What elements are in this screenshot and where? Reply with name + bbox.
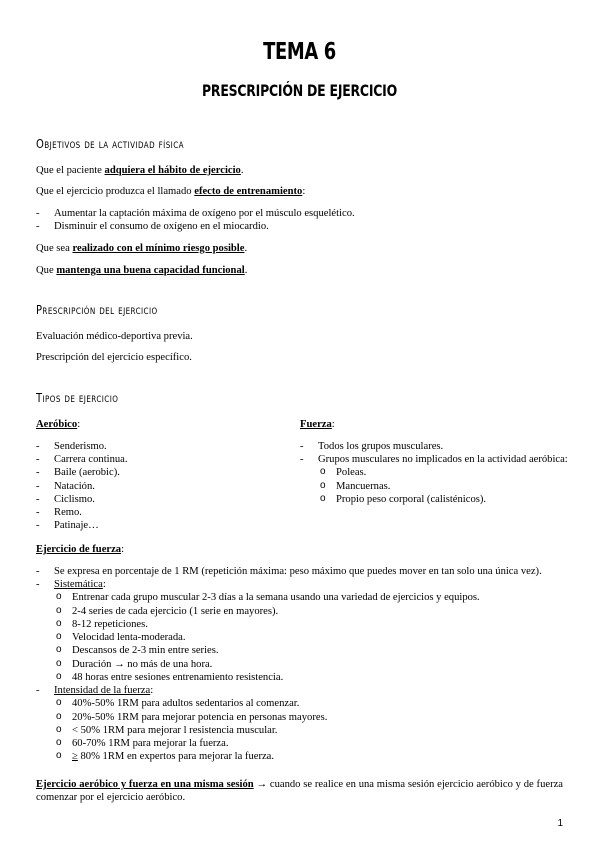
list-item: - Todos los grupos musculares. [300, 440, 562, 453]
list-item: o 40%-50% 1RM para adultos sedentarios al comenzar. [54, 697, 566, 710]
list-item: - Grupos musculares no implicados en la actividad aeróbica: o Poleas. o Mancuernas. o Propio peso corporal (calisténicos). [300, 453, 562, 506]
list-item: - Patinaje… [36, 519, 128, 532]
list-item: - Senderismo. [36, 440, 128, 453]
fuerza-list [300, 440, 568, 506]
section-heading-objetivos: Objetivos de la actividad física [36, 136, 184, 151]
prescripcion-paragraph-1: Evaluación médico-deportiva previa. [36, 331, 193, 342]
list-item: o Velocidad lenta-moderada. [54, 631, 566, 644]
aerobico-label: Aeróbico: [36, 419, 81, 430]
section-heading-prescripcion: Prescripción del ejercicio [36, 302, 158, 317]
list-item: - Natación. [36, 480, 128, 493]
list-item: - Intensidad de la fuerza: o 40%-50% 1RM para adultos sedentarios al comenzar. o 20%-50% 1RM para mejorar potencia en personas mayores. o < 50% 1RM para mejorar l resistencia muscular. o 60-70% 1RM para mejorar la fuerza. o ≥ 80% 1RM en expertos para mejorar la fuerza. [36, 684, 566, 763]
list-item: o < 50% 1RM para mejorar l resistencia muscular. [54, 724, 566, 737]
list-item: o 60-70% 1RM para mejorar la fuerza. [54, 737, 566, 750]
objetivos-paragraph-1: Que el paciente adquiera el hábito de ejercicio. [36, 165, 244, 176]
page-subtitle: PRESCRIPCIÓN DE EJERCICIO [202, 81, 397, 100]
fuerza-label: Fuerza: [300, 419, 335, 430]
objetivos-paragraph-3: Que sea realizado con el mínimo riesgo posible. [36, 243, 248, 254]
list-item: - Ciclismo. [36, 493, 128, 506]
list-item: o Duración → no más de una hora. [54, 658, 566, 671]
list-item: - Sistemática: o Entrenar cada grupo muscular 2-3 días a la semana usando una variedad de ejercicios y equipos. o 2-4 series de cada ejercicio (1 serie en mayores). o 8-12 repeticiones. o Velocidad lenta-moderada. o Descansos de 2-3 min entre series. o Duración → no más de una hora. o 48 horas entre sesiones entrenamiento resistencia. [36, 578, 566, 684]
section-heading-tipos: Tipos de ejercicio [36, 390, 119, 405]
fuerza-sublist [318, 466, 562, 506]
list-item: o Poleas. [318, 466, 562, 479]
sistematica-list [54, 591, 566, 684]
list-item: o Propio peso corporal (calisténicos). [318, 493, 562, 506]
page-title: TEMA 6 [263, 39, 336, 65]
objetivos-paragraph-2: Que el ejercicio produzca el llamado efecto de entrenamiento: [36, 186, 306, 197]
list-item: - Se expresa en porcentaje de 1 RM (repetición máxima: peso máximo que puedes mover en tan solo una única vez). [36, 565, 566, 578]
ejercicio-fuerza-list [36, 565, 566, 764]
list-item: - Remo. [36, 506, 128, 519]
prescripcion-paragraph-2: Prescripción del ejercicio específico. [36, 352, 192, 363]
list-item: - Baile (aerobic). [36, 466, 128, 479]
list-item: - Aumentar la captación máxima de oxígeno por el músculo esquelético. [36, 207, 355, 220]
aerobico-list [36, 440, 128, 533]
ejercicio-fuerza-label: Ejercicio de fuerza: [36, 544, 125, 555]
list-item: o Mancuernas. [318, 480, 562, 493]
page-number: 1 [557, 818, 563, 829]
list-item: o 20%-50% 1RM para mejorar potencia en personas mayores. [54, 711, 566, 724]
list-item: o 48 horas entre sesiones entrenamiento resistencia. [54, 671, 566, 684]
misma-sesion-paragraph: Ejercicio aeróbico y fuerza en una misma sesión → cuando se realice en una misma sesión ejercicio aeróbico y de fuerza comenzar por el ejercicio aeróbico. [36, 779, 564, 804]
list-item: o Descansos de 2-3 min entre series. [54, 644, 566, 657]
list-item: o Entrenar cada grupo muscular 2-3 días a la semana usando una variedad de ejercicios y equipos. [54, 591, 566, 604]
intensidad-list [54, 697, 566, 763]
list-item: - Disminuir el consumo de oxígeno en el miocardio. [36, 220, 355, 233]
objetivos-paragraph-4: Que mantenga una buena capacidad funcional. [36, 265, 248, 276]
objetivos-list [36, 207, 355, 233]
list-item: o 2-4 series de cada ejercicio (1 serie en mayores). [54, 605, 566, 618]
list-item: o 8-12 repeticiones. [54, 618, 566, 631]
list-item: o ≥ 80% 1RM en expertos para mejorar la fuerza. [54, 750, 566, 763]
list-item: - Carrera continua. [36, 453, 128, 466]
